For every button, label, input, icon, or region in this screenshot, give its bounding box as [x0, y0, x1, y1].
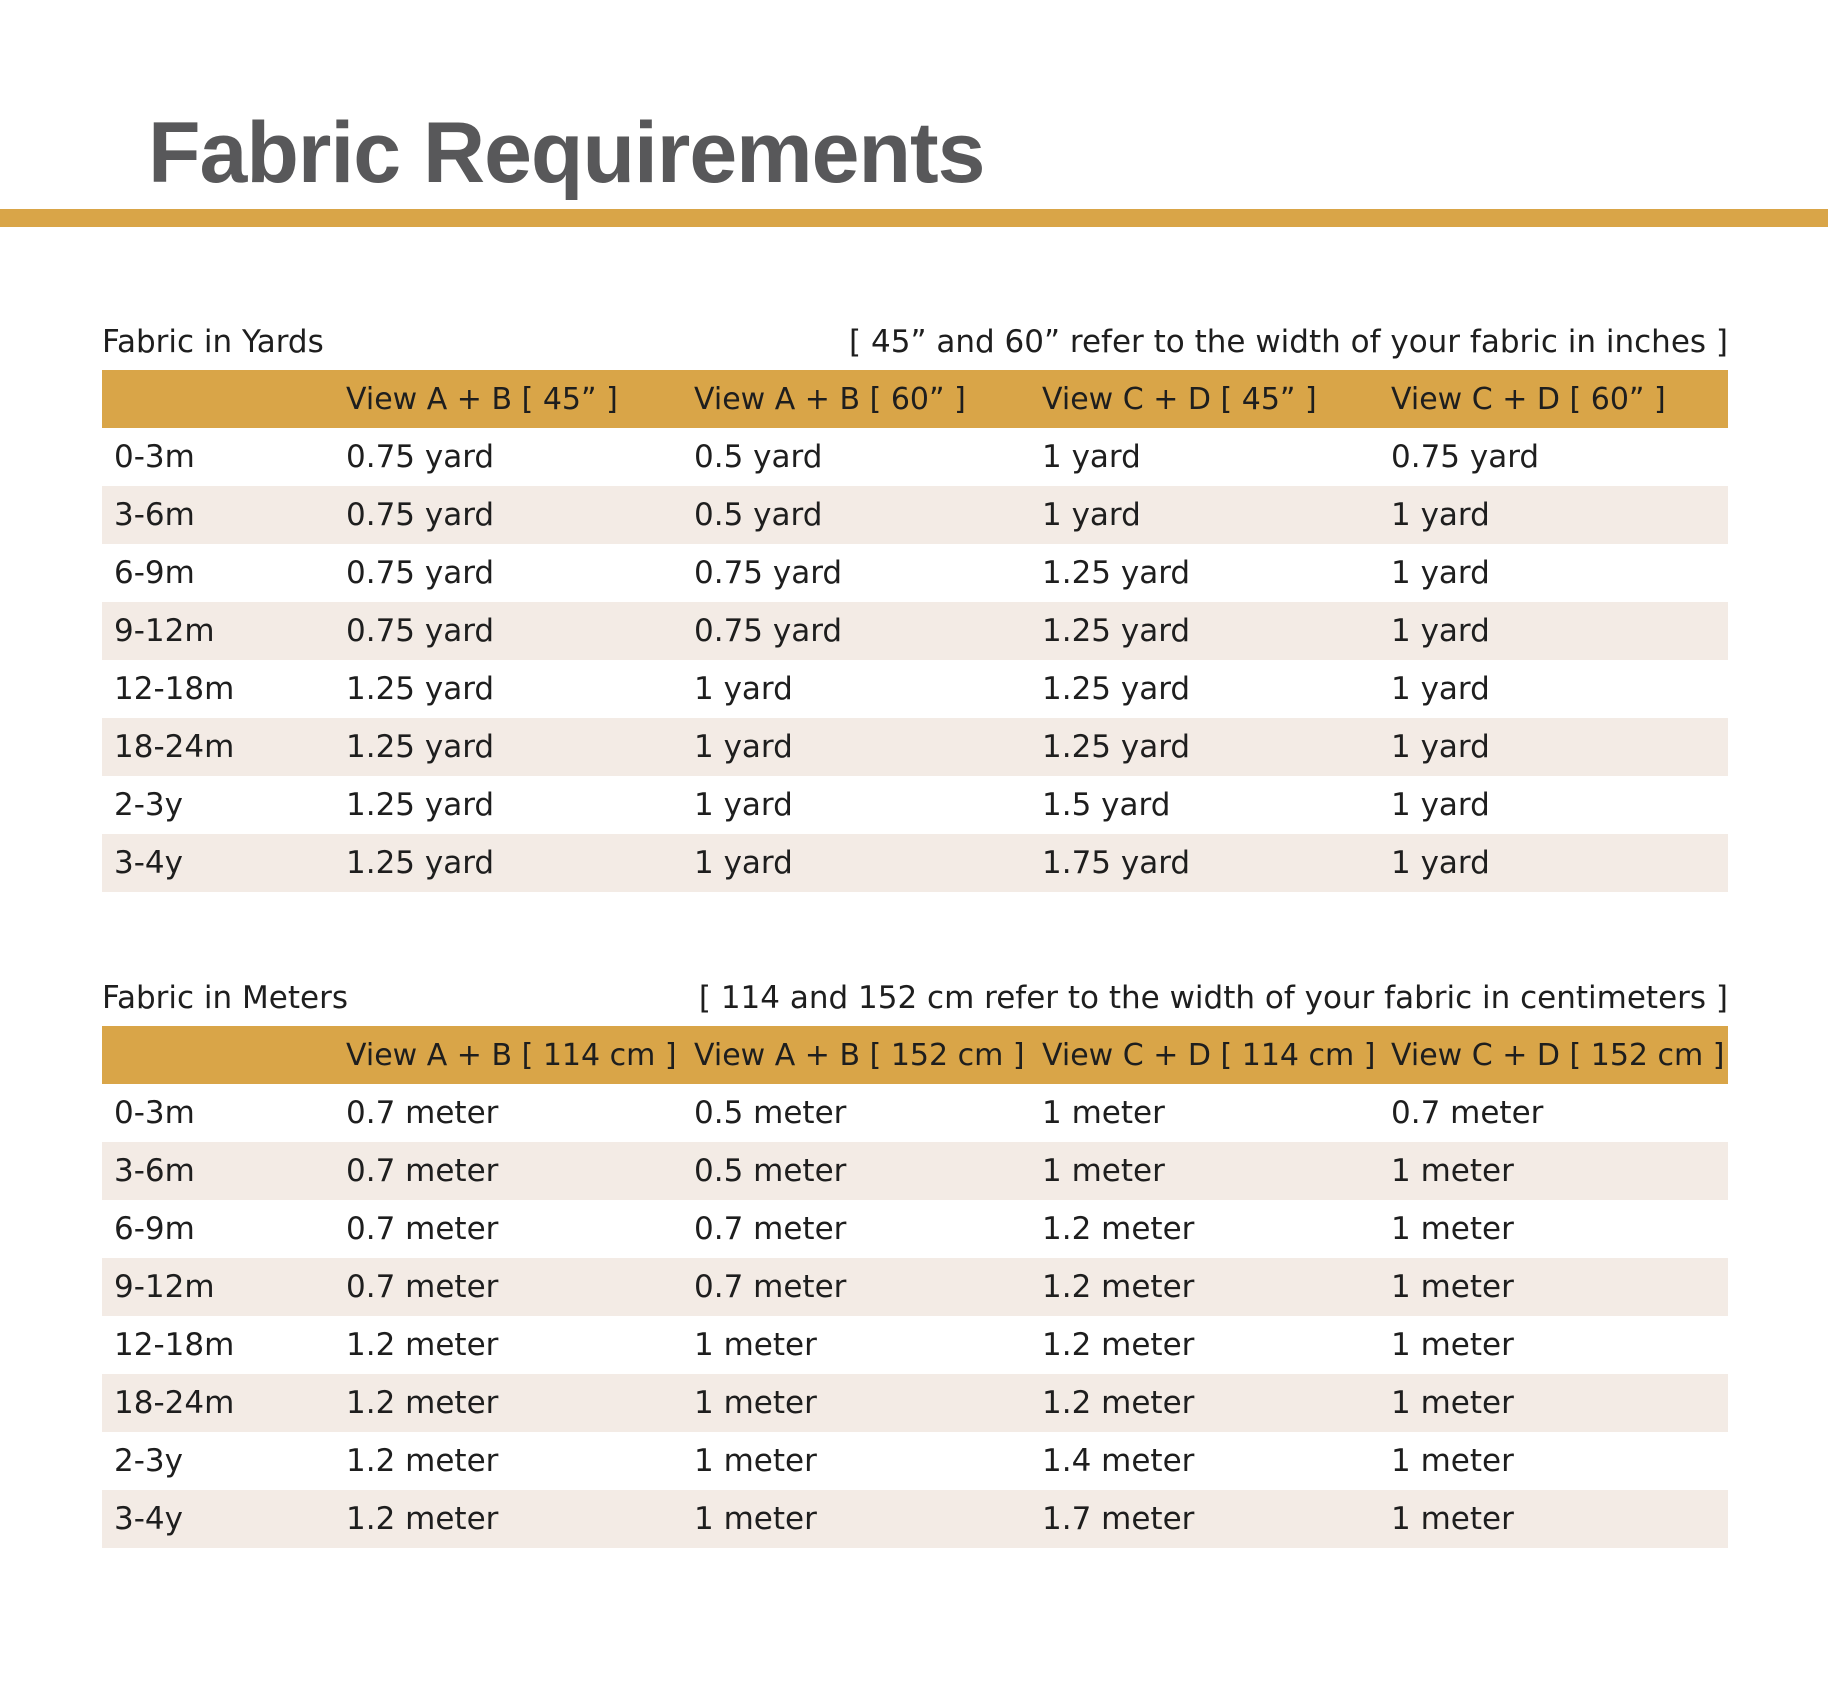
yards-table: [102, 370, 1728, 892]
table-cell: 0.5 meter: [694, 1095, 847, 1131]
meters-section-label: Fabric in Meters: [102, 980, 348, 1016]
table-cell: 1 yard: [694, 729, 793, 765]
table-cell: 1 yard: [694, 671, 793, 707]
title-divider: [0, 209, 1828, 227]
table-cell: 0.75 yard: [346, 439, 495, 475]
size-cell: 12-18m: [114, 671, 235, 707]
column-header-size: [102, 1026, 334, 1084]
table-cell: 0.7 meter: [694, 1211, 847, 1247]
size-cell: 18-24m: [114, 729, 235, 765]
size-cell: 18-24m: [114, 1385, 235, 1421]
table-cell: 0.7 meter: [694, 1269, 847, 1305]
table-cell: 1 meter: [1042, 1095, 1165, 1131]
table-cell: 1.25 yard: [1042, 613, 1191, 649]
meters-header-row: [102, 1026, 1728, 1084]
table-cell: 1 meter: [1391, 1385, 1514, 1421]
table-cell: 1 meter: [1391, 1211, 1514, 1247]
size-cell: 3-6m: [114, 1153, 195, 1189]
meters-section-header: [102, 968, 1728, 1026]
table-cell: 1 yard: [1391, 671, 1490, 707]
table-row: [102, 776, 1728, 834]
column-header: View C + D [ 45” ]: [1042, 381, 1317, 417]
table-cell: 1.25 yard: [346, 729, 495, 765]
table-cell: 1 yard: [1391, 729, 1490, 765]
table-row: [102, 660, 1728, 718]
table-cell: 0.7 meter: [1391, 1095, 1544, 1131]
table-cell: 1.75 yard: [1042, 845, 1191, 881]
yards-section-label: Fabric in Yards: [102, 324, 324, 360]
size-cell: 2-3y: [114, 1443, 183, 1479]
size-cell: 0-3m: [114, 1095, 195, 1131]
table-cell: 1.25 yard: [346, 787, 495, 823]
table-cell: 1.2 meter: [346, 1385, 499, 1421]
table-row: [102, 1490, 1728, 1548]
table-cell: 0.7 meter: [346, 1095, 499, 1131]
table-cell: 0.7 meter: [346, 1269, 499, 1305]
table-cell: 1.25 yard: [346, 845, 495, 881]
table-cell: 1 meter: [1391, 1501, 1514, 1537]
table-row: [102, 1142, 1728, 1200]
table-cell: 1 meter: [1391, 1269, 1514, 1305]
meters-table: [102, 1026, 1728, 1548]
column-header: View A + B [ 152 cm ]: [694, 1037, 1025, 1073]
table-cell: 1 meter: [694, 1501, 817, 1537]
size-cell: 3-4y: [114, 1501, 183, 1537]
table-cell: 0.75 yard: [346, 555, 495, 591]
table-row: [102, 428, 1728, 486]
column-header: View C + D [ 60” ]: [1391, 381, 1666, 417]
table-cell: 0.75 yard: [694, 555, 843, 591]
size-cell: 9-12m: [114, 1269, 215, 1305]
table-cell: 0.5 yard: [694, 497, 823, 533]
table-cell: 1.2 meter: [346, 1501, 499, 1537]
table-row: [102, 834, 1728, 892]
size-cell: 12-18m: [114, 1327, 235, 1363]
table-cell: 1 yard: [1391, 555, 1490, 591]
table-row: [102, 1258, 1728, 1316]
table-cell: 1.2 meter: [1042, 1269, 1195, 1305]
size-cell: 3-6m: [114, 497, 195, 533]
table-row: [102, 718, 1728, 776]
table-cell: 0.75 yard: [346, 613, 495, 649]
table-cell: 1 yard: [1391, 497, 1490, 533]
table-cell: 1 yard: [694, 845, 793, 881]
table-cell: 1 meter: [1391, 1443, 1514, 1479]
table-cell: 1.4 meter: [1042, 1443, 1195, 1479]
yards-section: [102, 312, 1728, 892]
column-header: View A + B [ 114 cm ]: [346, 1037, 677, 1073]
table-cell: 1.5 yard: [1042, 787, 1171, 823]
yards-section-header: [102, 312, 1728, 370]
column-header: View A + B [ 45” ]: [346, 381, 618, 417]
table-cell: 1 meter: [1391, 1153, 1514, 1189]
table-row: [102, 544, 1728, 602]
table-cell: 0.7 meter: [346, 1153, 499, 1189]
size-cell: 3-4y: [114, 845, 183, 881]
size-cell: 6-9m: [114, 555, 195, 591]
table-cell: 1 yard: [1042, 439, 1141, 475]
yards-width-note: [ 45” and 60” refer to the width of your fabric in inches ]: [849, 324, 1728, 360]
table-row: [102, 602, 1728, 660]
table-cell: 1 meter: [1042, 1153, 1165, 1189]
table-cell: 1 yard: [1391, 787, 1490, 823]
table-cell: 1.7 meter: [1042, 1501, 1195, 1537]
table-cell: 1 yard: [1391, 845, 1490, 881]
size-cell: 0-3m: [114, 439, 195, 475]
table-row: [102, 486, 1728, 544]
size-cell: 9-12m: [114, 613, 215, 649]
table-row: [102, 1200, 1728, 1258]
table-row: [102, 1084, 1728, 1142]
column-header: View C + D [ 114 cm ]: [1042, 1037, 1376, 1073]
table-row: [102, 1374, 1728, 1432]
table-cell: 1 yard: [694, 787, 793, 823]
table-cell: 0.7 meter: [346, 1211, 499, 1247]
table-cell: 1 meter: [694, 1443, 817, 1479]
table-cell: 0.75 yard: [694, 613, 843, 649]
table-cell: 1 meter: [694, 1327, 817, 1363]
table-row: [102, 1432, 1728, 1490]
table-row: [102, 1316, 1728, 1374]
table-cell: 0.75 yard: [1391, 439, 1540, 475]
table-cell: 0.5 yard: [694, 439, 823, 475]
table-cell: 1.25 yard: [1042, 555, 1191, 591]
table-cell: 1.25 yard: [1042, 671, 1191, 707]
table-cell: 1.25 yard: [346, 671, 495, 707]
meters-width-note: [ 114 and 152 cm refer to the width of your fabric in centimeters ]: [698, 980, 1728, 1016]
table-cell: 1 yard: [1391, 613, 1490, 649]
table-cell: 1.2 meter: [346, 1443, 499, 1479]
table-cell: 1 meter: [694, 1385, 817, 1421]
table-cell: 1.2 meter: [1042, 1385, 1195, 1421]
table-cell: 0.5 meter: [694, 1153, 847, 1189]
size-cell: 6-9m: [114, 1211, 195, 1247]
table-cell: 1 meter: [1391, 1327, 1514, 1363]
table-cell: 0.75 yard: [346, 497, 495, 533]
page-title: Fabric Requirements: [148, 105, 985, 201]
column-header-size: [102, 370, 334, 428]
size-cell: 2-3y: [114, 787, 183, 823]
meters-section: [102, 968, 1728, 1548]
table-cell: 1.2 meter: [346, 1327, 499, 1363]
column-header: View C + D [ 152 cm ]: [1391, 1037, 1725, 1073]
column-header: View A + B [ 60” ]: [694, 381, 966, 417]
table-cell: 1 yard: [1042, 497, 1141, 533]
table-cell: 1.25 yard: [1042, 729, 1191, 765]
yards-header-row: [102, 370, 1728, 428]
table-cell: 1.2 meter: [1042, 1327, 1195, 1363]
table-cell: 1.2 meter: [1042, 1211, 1195, 1247]
